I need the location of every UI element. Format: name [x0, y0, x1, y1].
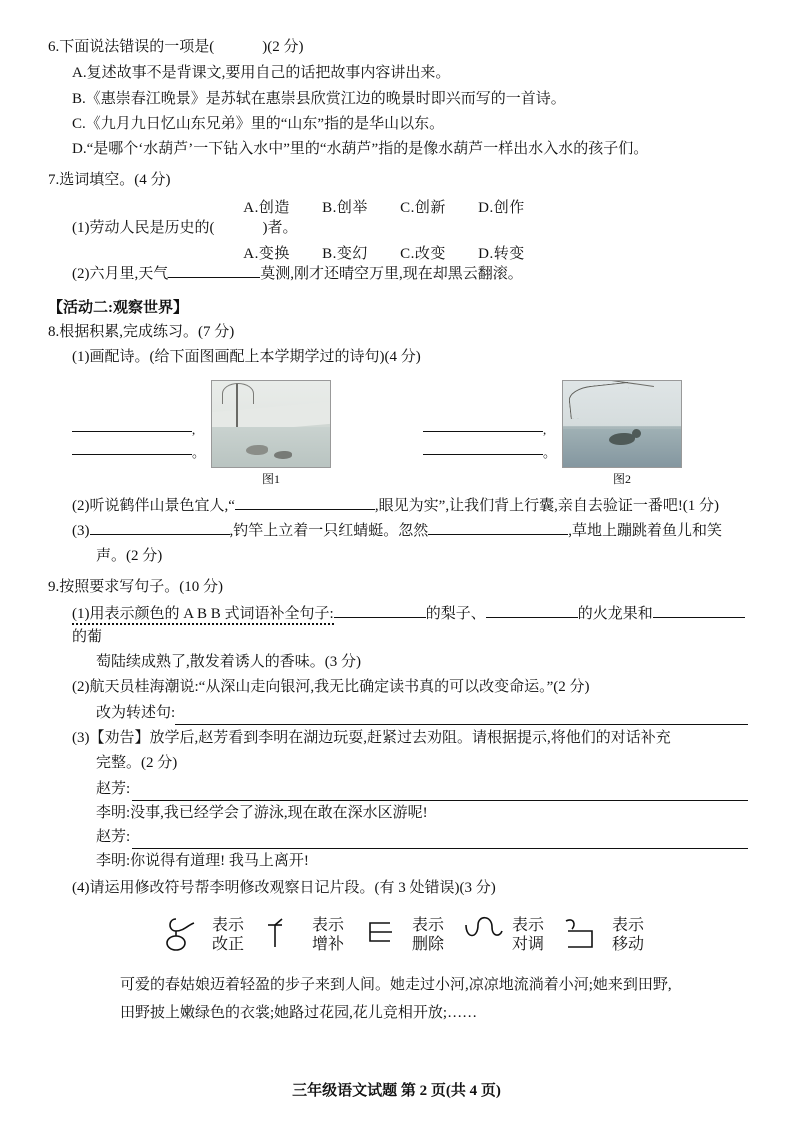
bird-shape — [609, 433, 635, 445]
water-shape — [212, 427, 330, 467]
q8-period-2: 。 — [543, 444, 557, 460]
q7-g2-c[interactable]: C.改变 — [400, 245, 446, 262]
q7-item2-post: 莫测,刚才还晴空万里,现在却黑云翻滚。 — [260, 265, 523, 282]
mark-insert-line1: 表示 — [311, 917, 344, 935]
q8-item-1: (1)画配诗。(给下面图画配上本学期学过的诗句)(4 分) — [72, 349, 421, 366]
q7-g2-a[interactable]: A.变换 — [243, 245, 290, 262]
tree-shape — [222, 383, 252, 427]
q8-item-2 — [72, 495, 748, 518]
question-8-title: 8.根据积累,完成练习。(7 分) — [48, 324, 235, 340]
q8-picture-row — [72, 380, 748, 487]
q6-stem-text: 6.下面说法错误的一项是( — [48, 39, 215, 55]
mark-swap-label — [512, 917, 544, 954]
q8-item3-b: ,钓竿上立着一只红蜻蜓。忽然 — [229, 522, 429, 539]
move-mark-icon — [562, 915, 606, 957]
q6-stem-tail: )(2 分) — [262, 39, 304, 55]
q9-item1-blank-2[interactable] — [486, 617, 578, 618]
q9-item1-blank-1[interactable] — [334, 617, 426, 618]
dialog-speaker-3: 赵芳: — [96, 829, 131, 846]
dialog-line-2 — [96, 801, 748, 825]
page-footer: 三年级语文试题 第 2 页(共 4 页) — [292, 1083, 501, 1099]
q8-comma-2: , — [543, 421, 547, 437]
q8-item3-blank-2[interactable] — [428, 534, 568, 535]
mark-move — [562, 915, 644, 957]
dialog-speaker-1: 赵芳: — [96, 781, 131, 798]
q9-item2-label: 改为转述句: — [96, 704, 176, 721]
q7-item-2 — [72, 263, 748, 286]
insert-mark-icon — [262, 915, 306, 957]
dialog-line-3 — [96, 825, 748, 849]
q8-photo-1-wrap — [211, 380, 331, 487]
q9-item1-b: 的梨子、 — [425, 605, 486, 622]
q7-g2-b[interactable]: B.变幻 — [322, 245, 368, 262]
swap-mark-icon — [462, 915, 506, 957]
question-6-stem — [48, 36, 748, 59]
dialog-input-2[interactable] — [132, 831, 748, 849]
q6-option-c[interactable]: C.《九月九日忆山东兄弟》里的“山东”指的是华山以东。 — [72, 115, 445, 132]
duck-shape-1 — [246, 445, 268, 455]
spring-river-ducks-image — [211, 380, 331, 468]
q8-line-1b[interactable] — [72, 438, 192, 455]
correct-mark-icon — [162, 915, 206, 957]
q7-g1-a[interactable]: A.创造 — [243, 199, 290, 216]
proof-line-2: 田野披上嫩绿色的衣裳;她路过花园,花儿竞相开放;…… — [120, 1005, 478, 1021]
mark-correct-line1: 表示 — [211, 917, 244, 935]
mark-insert-label — [312, 917, 344, 954]
q9-item-2: (2)航天员桂海潮说:“从深山走向银河,我无比确定读书真的可以改变命运。”(2 分) — [72, 679, 590, 696]
mark-move-label — [612, 917, 644, 954]
q9-item-1-line1 — [72, 603, 748, 650]
q8-item2-pre: (2)听说鹤伴山景色宜人,“ — [72, 497, 235, 514]
mark-correct-line2: 改正 — [211, 935, 244, 953]
q7-item-1 — [72, 217, 748, 240]
q9-item1-blank-3[interactable] — [653, 617, 745, 618]
branch-shape-1 — [568, 381, 632, 418]
q8-item3-a: (3) — [72, 522, 90, 539]
q6-option-b[interactable]: B.《惠崇春江晚景》是苏轼在惠崇县欣赏江边的晚景时即兴而写的一首诗。 — [72, 90, 566, 107]
q8-item3-blank-1[interactable] — [90, 534, 230, 535]
q9-item-4: (4)请运用修改符号帮李明修改观察日记片段。(有 3 处错误)(3 分) — [72, 880, 496, 897]
q8-item-3-line1 — [72, 520, 748, 543]
mark-insert — [262, 915, 344, 957]
question-7-title: 7.选词填空。(4 分) — [48, 172, 171, 189]
q9-item1-c: 的火龙果和 — [577, 605, 653, 622]
q9-item2-answer-line[interactable] — [175, 707, 748, 725]
q9-item-3-line1: (3)【劝告】放学后,赵芳看到李明在湖边玩耍,赶紧过去劝阻。请根据提示,将他们的对话补充 — [72, 729, 671, 746]
question-9-title: 9.按照要求写句子。(10 分) — [48, 579, 223, 596]
mark-insert-line2: 增补 — [311, 935, 344, 953]
q6-option-a[interactable]: A.复述故事不是背课文,要用自己的话把故事内容讲出来。 — [72, 65, 451, 82]
mark-swap-line1: 表示 — [512, 917, 545, 935]
dialog-speaker-2: 李明:没事,我已经学会了游泳,现在敢在深水区游呢! — [96, 805, 428, 822]
q9-item1-a: (1)用表示颜色的 A B B 式词语补全句子: — [72, 606, 334, 625]
q7-item1-post: )者。 — [262, 219, 298, 236]
mark-correct — [162, 915, 244, 957]
q8-item2-blank[interactable] — [235, 509, 375, 510]
bird-on-water-image — [562, 380, 682, 468]
activity-2-title: 【活动二:观察世界】 — [48, 300, 188, 316]
q7-g1-d[interactable]: D.创作 — [478, 199, 525, 216]
q8-answer-lines-2 — [423, 415, 556, 487]
mark-move-line1: 表示 — [612, 917, 645, 935]
dialog-speaker-4: 李明:你说得有道理! 我马上离开! — [96, 853, 309, 870]
q8-comma-1: , — [192, 421, 196, 437]
q9-item-3-line2: 完整。(2 分) — [96, 755, 178, 771]
mark-swap-line2: 对调 — [512, 935, 545, 953]
q8-line-2b[interactable] — [423, 438, 543, 455]
q8-line-1a[interactable] — [72, 415, 192, 432]
q8-period-1: 。 — [192, 444, 206, 460]
q7-item2-pre: (2)六月里,天气 — [72, 265, 169, 282]
q6-option-d[interactable]: D.“是哪个‘水葫芦’一下钻入水中”里的“水葫芦”指的是像水葫芦一样出水入水的孩子们。 — [72, 141, 649, 157]
dialog-line-1 — [96, 777, 748, 801]
mark-delete — [362, 915, 444, 957]
q8-answer-lines-1 — [72, 415, 205, 487]
q8-photo-2-wrap — [562, 380, 682, 487]
delete-mark-icon — [362, 915, 406, 957]
q8-item2-post: ,眼见为实”,让我们背上行囊,亲自去验证一番吧!(1 分) — [374, 497, 720, 514]
q9-item-2-answer — [96, 702, 748, 725]
page-content — [48, 28, 748, 1028]
q8-photo-1-caption: 图1 — [262, 471, 281, 486]
q8-line-2a[interactable] — [423, 415, 543, 432]
mark-correct-label — [212, 917, 244, 954]
mark-move-line2: 移动 — [612, 935, 645, 953]
q7-item2-blank[interactable] — [168, 277, 260, 278]
q7-group1-choices — [48, 196, 748, 217]
dialog-line-4 — [96, 849, 748, 873]
mark-swap — [462, 915, 544, 957]
q7-group2-choices — [48, 242, 748, 263]
q9-item-1-line2: 萄陆续成熟了,散发着诱人的香味。(3 分) — [96, 654, 361, 670]
q7-item1-pre: (1)劳动人民是历史的( — [72, 219, 215, 236]
proofreading-marks-legend — [58, 915, 748, 957]
proofreading-passage — [120, 971, 680, 1028]
q8-picture-group-2 — [423, 380, 688, 487]
dialog-input-1[interactable] — [132, 783, 748, 801]
q9-item1-d: 的葡 — [72, 628, 103, 645]
mark-delete-label — [412, 917, 444, 954]
q7-g1-b[interactable]: B.创举 — [322, 199, 368, 216]
q8-picture-group-1 — [72, 380, 337, 487]
q8-item3-c: ,草地上蹦跳着鱼儿和笑 — [568, 522, 723, 539]
q8-photo-2-caption: 图2 — [613, 471, 632, 486]
proof-line-1: 可爱的春姑娘迈着轻盈的步子来到人间。她走过小河,凉凉地流淌着小河;她来到田野, — [120, 976, 672, 993]
q8-item-3-line2: 声。(2 分) — [96, 548, 163, 564]
duck-shape-2 — [274, 451, 292, 459]
q7-g2-d[interactable]: D.转变 — [478, 245, 525, 262]
q7-g1-c[interactable]: C.创新 — [400, 199, 446, 216]
mark-delete-line1: 表示 — [411, 917, 444, 935]
mark-delete-line2: 删除 — [411, 935, 444, 953]
